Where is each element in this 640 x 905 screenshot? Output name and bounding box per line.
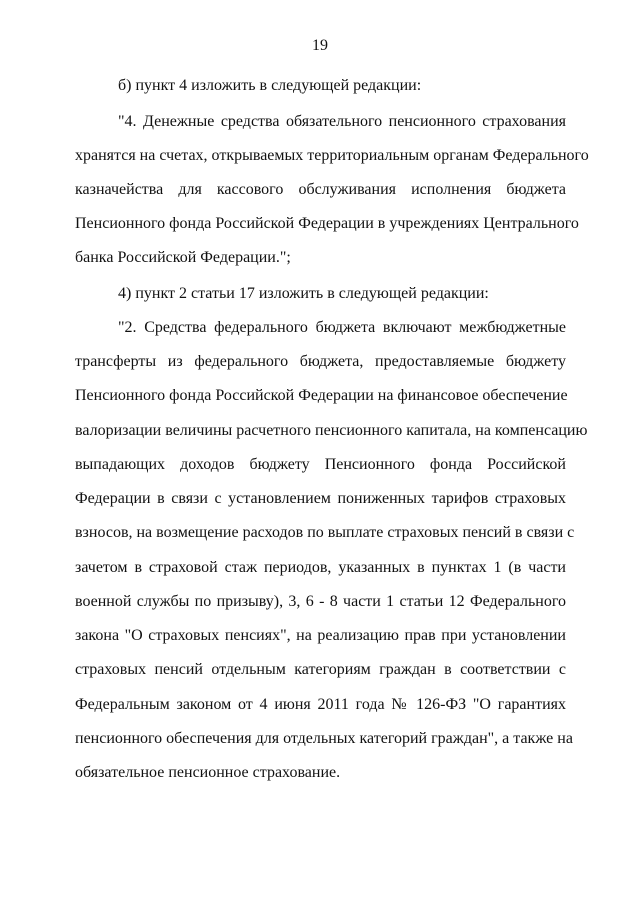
paragraph-line: Федеральным законом от 4 июня 2011 года № 126-ФЗ "О гарантиях: [75, 696, 566, 713]
paragraph-line: обязательное пенсионное страхование.: [75, 764, 341, 781]
paragraph-line: Пенсионного фонда Российской Федерации в учреждениях Центрального: [75, 215, 579, 232]
paragraph-line: хранятся на счетах, открываемых территориальным органам Федерального: [75, 147, 589, 164]
paragraph-line: взносов, на возмещение расходов по выплате страховых пенсий в связи с: [75, 524, 575, 541]
paragraph-line: б) пункт 4 изложить в следующей редакции:: [118, 77, 422, 94]
paragraph-line: трансферты из федерального бюджета, предоставляемые бюджету: [75, 353, 566, 370]
paragraph-line: банка Российской Федерации.";: [75, 249, 291, 266]
paragraph-line: "4. Денежные средства обязательного пенсионного страхования: [118, 113, 566, 130]
paragraph-line: Пенсионного фонда Российской Федерации на финансовое обеспечение: [75, 387, 568, 404]
paragraph-line: Федерации в связи с установлением пониженных тарифов страховых: [75, 490, 566, 507]
paragraph-line: 4) пункт 2 статьи 17 изложить в следующей редакции:: [118, 285, 489, 302]
paragraph-line: выпадающих доходов бюджету Пенсионного фонда Российской: [75, 456, 566, 473]
paragraph-line: казначейства для кассового обслуживания исполнения бюджета: [75, 181, 566, 198]
page-number: 19: [312, 37, 328, 54]
paragraph-line: военной службы по призыву), 3, 6 - 8 части 1 статьи 12 Федерального: [75, 593, 566, 610]
paragraph-line: пенсионного обеспечения для отдельных категорий граждан", а также на: [75, 730, 573, 747]
paragraph-line: закона "О страховых пенсиях", на реализацию прав при установлении: [75, 627, 566, 644]
paragraph-line: страховых пенсий отдельным категориям граждан в соответствии с: [75, 661, 566, 678]
paragraph-line: "2. Средства федерального бюджета включают межбюджетные: [118, 319, 566, 336]
paragraph-line: валоризации величины расчетного пенсионного капитала, на компенсацию: [75, 422, 588, 439]
paragraph-line: зачетом в страховой стаж периодов, указанных в пунктах 1 (в части: [75, 559, 566, 576]
